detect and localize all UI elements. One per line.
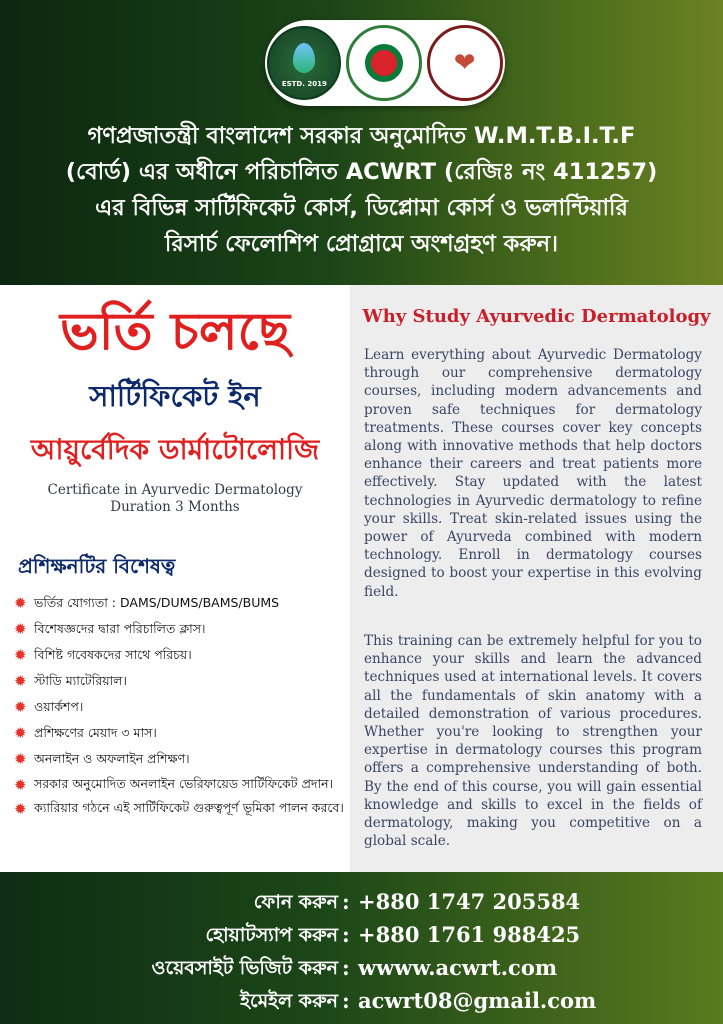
starburst-icon: ✹: [14, 750, 27, 768]
contact-separator: :: [342, 988, 350, 1013]
list-item: ✹ বিশিষ্ট গবেষকদের সাথে পরিচয়।: [14, 642, 344, 668]
starburst-icon: ✹: [14, 620, 27, 638]
certificate-in-heading: সার্টিফিকেট ইন: [89, 379, 261, 413]
list-item: ✹ স্টাডি ম্যাটেরিয়াল।: [14, 668, 344, 694]
starburst-icon: ✹: [14, 698, 27, 716]
contact-label: হোয়াটস্যাপ করুন: [205, 924, 338, 946]
contact-label: ইমেইল করুন: [240, 990, 338, 1012]
course-title-bangla: আয়ুর্বেদিক ডার্মাটোলোজি: [30, 433, 320, 466]
header-line: গণপ্রজাতন্ত্রী বাংলাদেশ সরকার অনুমোদিত W.M.T.B.I.T.F: [87, 123, 636, 149]
starburst-icon: ✹: [14, 646, 27, 664]
starburst-icon: ✹: [14, 776, 27, 794]
bangladesh-flag-icon: [365, 44, 403, 82]
course-title-english: [0, 482, 350, 516]
contact-separator: :: [342, 889, 350, 914]
starburst-icon: ✹: [14, 800, 27, 818]
contact-label: ফোন করুন: [253, 891, 338, 913]
course-duration: Duration 3 Months: [110, 499, 240, 515]
list-item: ✹ বিশেষজ্ঞদের দ্বারা পরিচালিত ক্লাস।: [14, 616, 344, 642]
phone-number[interactable]: +880 1747 205584: [358, 889, 581, 914]
list-item: ✹ সরকার অনুমোদিত অনলাইন ভেরিফায়েড সার্টিফিকেট প্রদান।: [14, 772, 344, 796]
logo-bar: [265, 20, 505, 106]
organization-logo: [267, 26, 341, 100]
contact-row-website: [0, 952, 723, 984]
email-link[interactable]: acwrt08@gmail.com: [358, 988, 597, 1013]
contact-separator: :: [342, 955, 350, 980]
starburst-icon: ✹: [14, 594, 27, 612]
whatsapp-number[interactable]: +880 1761 988425: [358, 922, 581, 947]
course-name: Certificate in Ayurvedic Dermatology: [47, 482, 303, 498]
list-item: ✹ ক্যারিয়ার গঠনে এই সার্টিফিকেট গুরুত্বপূর্ণ ভূমিকা পালন করবে।: [14, 796, 344, 820]
description-paragraph: This training can be extremely helpful for you to enhance your skills and learn the advanced techniques used at international levels. It covers all the fundamentals of skin anatomy with a detailed demonstration of various procedures. Whether you're looking to strengthen your expertise in dermatology courses this program offers a comprehensive understanding of both. By the end of this course, you will gain essential knowledge and skills to excel in the fields of dermatology, making you competitive on a global scale.: [364, 633, 702, 850]
features-list: [14, 590, 344, 820]
hands-heart-icon: ❤: [453, 48, 476, 78]
list-item: ✹ ওয়ার্কশপ।: [14, 694, 344, 720]
list-item: ✹ অনলাইন ও অফলাইন প্রশিক্ষণ।: [14, 746, 344, 772]
header-announcement: [20, 118, 703, 262]
contact-row-email: [0, 985, 723, 1017]
logo-estd-text: ESTD. 2019: [281, 80, 327, 88]
admission-open-heading: ভর্তি চলছে: [60, 302, 290, 362]
leaf-drop-icon: [293, 43, 315, 73]
description-paragraph: Learn everything about Ayurvedic Dermatology through our comprehensive dermatology courses, including modern advancements and proven safe techniques for dermatology treatments. These courses cover key concepts along with innovative methods that help doctors enhance their careers and treat patients more effectively. Stay updated with the latest technologies in Ayurvedic dermatology to refine your skills. Treat skin-related issues using the power of Ayurveda combined with modern technology. Enroll in dermatology courses designed to boost your expertise in this evolving field.: [364, 347, 702, 600]
starburst-icon: ✹: [14, 672, 27, 690]
foundation-logo: [427, 25, 503, 101]
features-title: প্রশিক্ষনটির বিশেষত্ব: [18, 554, 176, 578]
contact-separator: :: [342, 922, 350, 947]
list-item: ✹ প্রশিক্ষণের মেয়াদ ৩ মাস।: [14, 720, 344, 746]
contact-row-whatsapp: [0, 919, 723, 951]
header-line: (বোর্ড) এর অধীনে পরিচালিত ACWRT (রেজিঃ নং 411257): [65, 159, 658, 185]
list-item: ✹ ভর্তির যোগ্যতা : DAMS/DUMS/BAMS/BUMS: [14, 590, 344, 616]
contact-label: ওয়েবসাইট ভিজিট করুন: [151, 957, 338, 979]
contact-footer: [0, 872, 723, 1024]
header-banner: [0, 0, 723, 285]
website-link[interactable]: wwww.acwrt.com: [358, 955, 558, 980]
contact-row-phone: [0, 886, 723, 918]
government-seal-logo: [346, 25, 422, 101]
header-line: রিসার্চ ফেলোশিপ প্রোগ্রামে অংশগ্রহণ করুন।: [164, 231, 559, 257]
header-line: এর বিভিন্ন সার্টিফিকেট কোর্স, ডিপ্লোমা কোর্স ও ভলান্টিয়ারি: [95, 195, 628, 221]
why-study-title: Why Study Ayurvedic Dermatology: [362, 306, 711, 327]
starburst-icon: ✹: [14, 724, 27, 742]
